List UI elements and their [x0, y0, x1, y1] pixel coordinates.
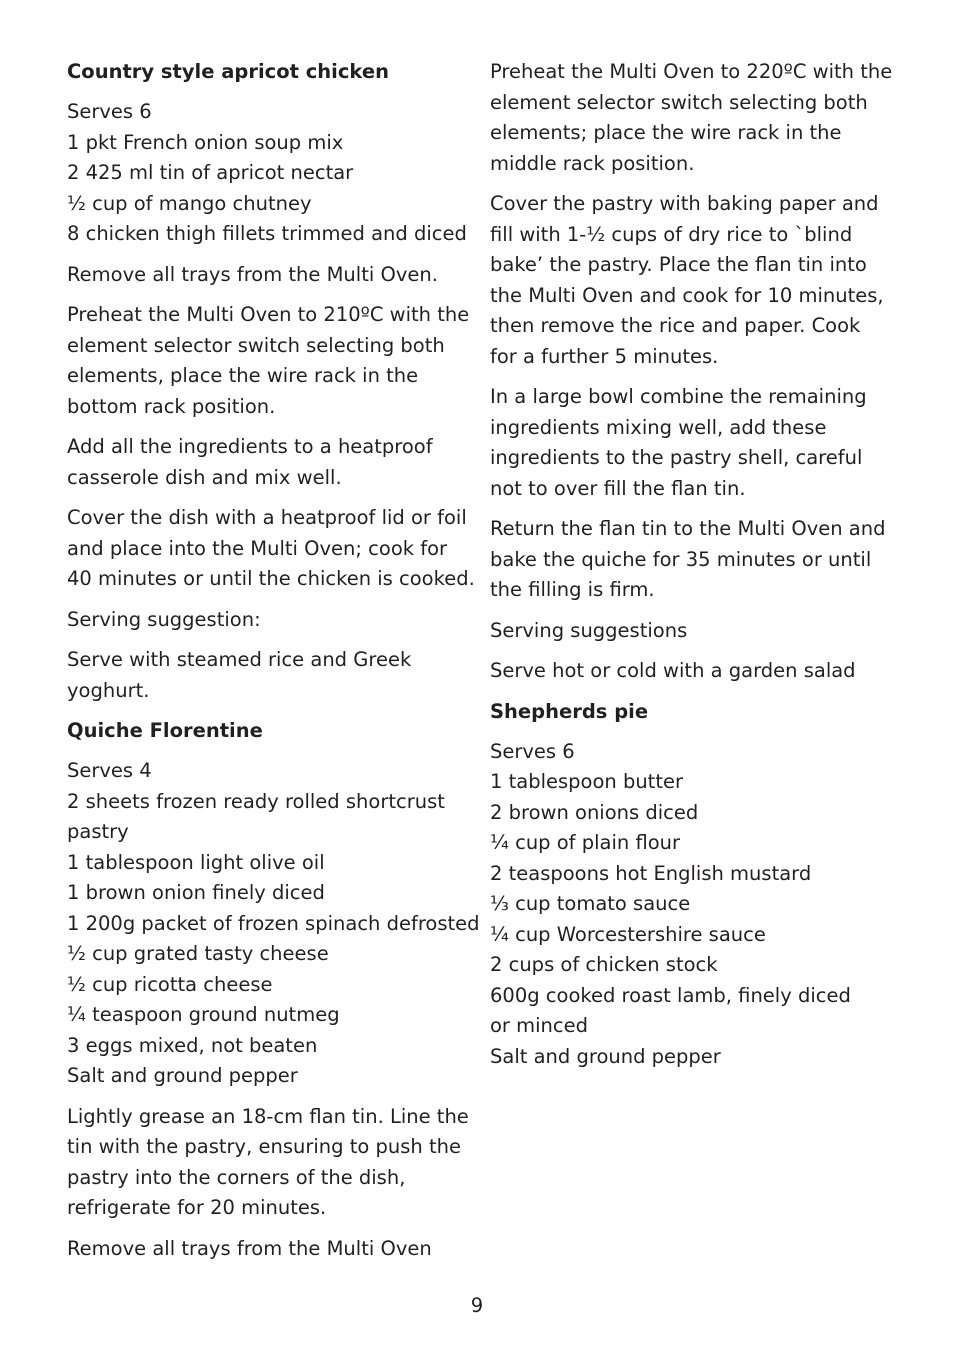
text-line: pastry into the corners of the dish, [67, 1165, 406, 1189]
text-line: 1 pkt French onion soup mix [67, 130, 344, 154]
text-line: 2 425 ml tin of apricot nectar [67, 161, 354, 184]
text-line: element selector switch selecting both [490, 90, 868, 114]
text-line: Preheat the Multi Oven to 210ºC with the [67, 303, 470, 326]
text-line: 1 brown onion finely diced [67, 881, 325, 904]
text-line: 1 200g packet of frozen spinach defrosted [67, 911, 480, 935]
paragraph [67, 300, 470, 422]
text-line: element selector switch selecting both [67, 333, 445, 357]
text-line: 2 cups of chicken stock [490, 953, 718, 976]
text-line: then remove the rice and paper. Cook [490, 314, 861, 337]
text-line: elements, place the wire rack in the [67, 364, 419, 387]
text-line: for a further 5 minutes. [490, 344, 719, 368]
text-line: casserole dish and mix well. [67, 465, 342, 489]
text-line: 40 minutes or until the chicken is cooked. [67, 567, 475, 590]
text-line: ¼ cup Worcestershire sauce [490, 922, 766, 946]
text-line: Cover the dish with a heatproof lid or foil [67, 506, 467, 529]
text-line: Preheat the Multi Oven to 220ºC with the [490, 60, 893, 83]
text-line: In a large bowl combine the remaining [490, 385, 867, 408]
text-line: ½ cup ricotta cheese [67, 972, 273, 996]
text-line: Serve with steamed rice and Greek [67, 648, 412, 671]
text-line: Serving suggestion: [67, 607, 261, 631]
paragraph [67, 432, 467, 493]
paragraph [490, 189, 890, 372]
left-column [67, 57, 480, 1274]
text-line: 3 eggs mixed, not beaten [67, 1033, 318, 1057]
text-line: 1 tablespoon butter [490, 770, 683, 793]
text-line: ¼ teaspoon ground nutmeg [67, 1003, 340, 1026]
paragraph [490, 382, 890, 504]
text-line: 600g cooked roast lamb, finely diced [490, 983, 851, 1007]
paragraph [490, 656, 890, 687]
text-line: ¼ cup of plain flour [490, 831, 681, 854]
recipe-title: Shepherds pie [490, 699, 649, 723]
text-line: Salt and ground pepper [490, 1044, 721, 1068]
text-line: Return the flan tin to the Multi Oven and [490, 517, 886, 540]
text-line: fill with 1-½ cups of dry rice to `blind [490, 222, 853, 246]
paragraph [67, 1234, 467, 1265]
paragraph [67, 756, 480, 1092]
paragraph [67, 260, 467, 291]
paragraph [67, 645, 467, 706]
text-line: Serve hot or cold with a garden salad [490, 659, 856, 682]
text-line: ⅓ cup tomato sauce [490, 892, 691, 915]
text-line: Serving suggestions [490, 618, 688, 642]
text-line: Serves 6 [490, 739, 575, 763]
text-line: middle rack position. [490, 151, 695, 175]
text-line: bake’ the pastry. Place the flan tin into [490, 253, 867, 276]
text-line: or minced [490, 1014, 589, 1037]
text-line: yoghurt. [67, 678, 150, 702]
text-line: 2 brown onions diced [490, 800, 699, 824]
text-line: pastry [67, 820, 129, 843]
text-line: Cover the pastry with baking paper and [490, 192, 879, 215]
text-line: Remove all trays from the Multi Oven. [67, 262, 438, 286]
text-line: the filling is firm. [490, 578, 655, 601]
paragraph [67, 605, 467, 636]
text-line: 1 tablespoon light olive oil [67, 850, 325, 874]
paragraph [490, 57, 893, 179]
text-line: ½ cup of mango chutney [67, 191, 312, 215]
text-line: elements; place the wire rack in the [490, 121, 842, 144]
paragraph [490, 616, 890, 647]
text-line: tin with the pastry, ensuring to push the [67, 1135, 461, 1158]
recipe-title: Country style apricot chicken [67, 60, 389, 83]
text-line: and place into the Multi Oven; cook for [67, 536, 448, 560]
text-line: Lightly grease an 18-cm flan tin. Line the [67, 1104, 469, 1128]
text-line: Serves 4 [67, 759, 152, 782]
text-line: ½ cup grated tasty cheese [67, 942, 329, 965]
text-line: bake the quiche for 35 minutes or until [490, 547, 872, 571]
text-line: not to over fill the flan tin. [490, 476, 746, 500]
text-line: bottom rack position. [67, 394, 276, 418]
text-line: ingredients mixing well, add these [490, 415, 827, 439]
text-line: Salt and ground pepper [67, 1064, 298, 1087]
text-line: ingredients to the pastry shell, careful [490, 446, 863, 469]
paragraph [490, 514, 890, 606]
paragraph [67, 1102, 467, 1224]
paragraph [67, 503, 475, 595]
text-line: Add all the ingredients to a heatproof [67, 435, 433, 458]
text-line: the Multi Oven and cook for 10 minutes, [490, 283, 884, 307]
right-column [490, 57, 893, 1082]
text-line: refrigerate for 20 minutes. [67, 1196, 327, 1219]
text-line: Remove all trays from the Multi Oven [67, 1236, 432, 1260]
paragraph [67, 97, 467, 250]
text-line: 8 chicken thigh fillets trimmed and diced [67, 222, 467, 245]
paragraph [490, 737, 890, 1073]
recipe-title: Quiche Florentine [67, 719, 263, 742]
page-number: 9 [470, 1294, 484, 1317]
text-line: 2 teaspoons hot English mustard [490, 861, 812, 885]
text-line: Serves 6 [67, 100, 152, 123]
text-line: 2 sheets frozen ready rolled shortcrust [67, 789, 445, 813]
